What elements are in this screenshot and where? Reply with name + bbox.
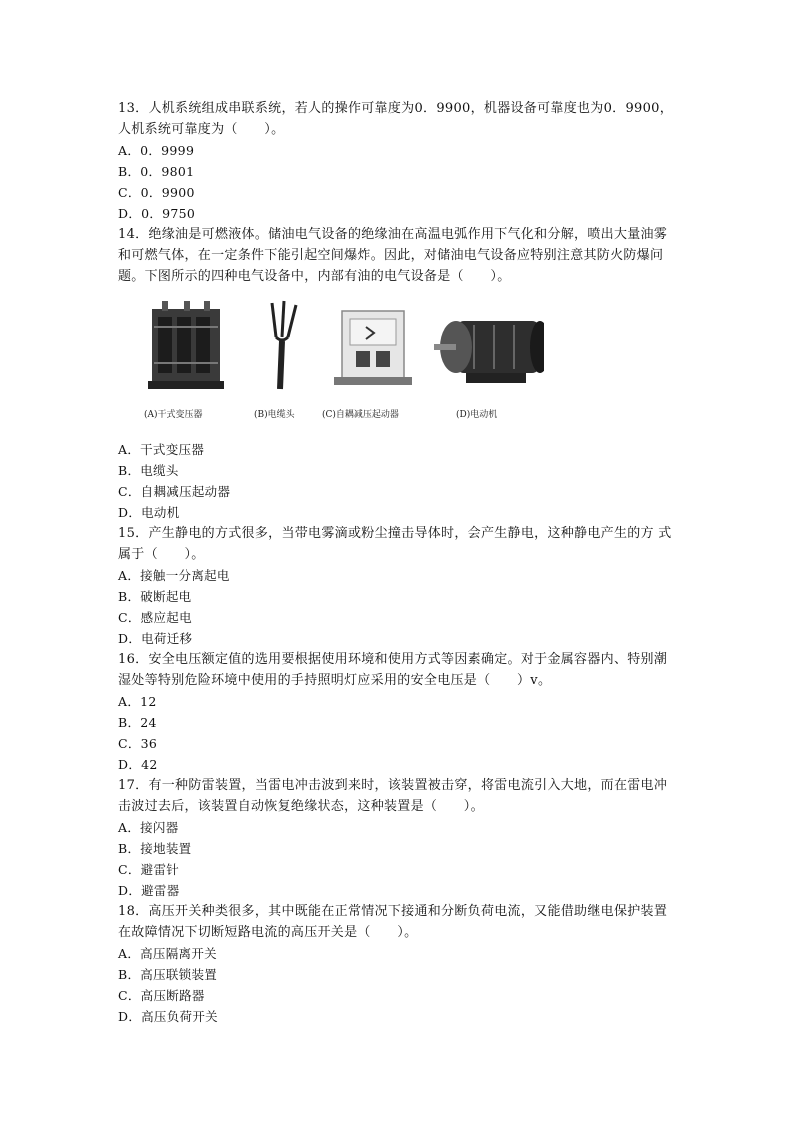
option-15-d: D．电荷迁移 (118, 631, 193, 646)
exam-page (118, 98, 678, 1027)
option-17-b: B．接地装置 (118, 841, 192, 856)
option-18-c: C．高压断路器 (118, 988, 205, 1003)
option-13-c: C．0．9900 (118, 185, 195, 200)
option-18-a: A．高压隔离开关 (118, 946, 217, 961)
question-13-stem: 13．人机系统组成串联系统，若人的操作可靠度为0．9900，机器设备可靠度也为0．9900，人机系统可靠度为（ ）。 (118, 101, 674, 137)
option-15-b: B．破断起电 (118, 589, 192, 604)
option-17-a: A．接闪器 (118, 820, 179, 835)
option-14-a: A．干式变压器 (118, 442, 205, 457)
caption-b: (B)电缆头 (254, 410, 295, 420)
option-14-c: C．自耦减压起动器 (118, 484, 231, 499)
question-14-stem: 14．绝缘油是可燃液体。储油电气设备的绝缘油在高温电弧作用下气化和分解，喷出大量油雾和可燃气体，在一定条件下能引起空间爆炸。因此，对储油电气设备应特别注意其防火防爆问题。下图所示的四种电气设备中，内部有油的电气设备是（ ）。 (118, 227, 668, 284)
option-15-c: C．感应起电 (118, 610, 192, 625)
option-17-d: D．避雷器 (118, 883, 180, 898)
caption-c: (C)自耦减压起动器 (322, 410, 399, 420)
dry-transformer-image (148, 301, 224, 389)
question-18-stem: 18．高压开关种类很多，其中既能在正常情况下接通和分断负荷电流，又能借助继电保护装置在故障情况下切断短路电流的高压开关是（ ）。 (118, 904, 668, 940)
option-18-b: B．高压联锁装置 (118, 967, 218, 982)
equipment-figure (144, 297, 544, 427)
option-16-a: A．12 (118, 694, 157, 709)
question-17-stem: 17．有一种防雷装置，当雷电冲击波到来时，该装置被击穿，将雷电流引入大地，而在雷电冲击波过去后，该装置自动恢复绝缘状态，这种装置是（ ）。 (118, 778, 668, 814)
question-15-stem: 15．产生静电的方式很多，当带电雾滴或粉尘撞击导体时，会产生静电，这种静电产生的方 式属于（ ）。 (118, 526, 672, 562)
option-16-c: C．36 (118, 736, 158, 751)
motor-image (434, 321, 544, 383)
caption-a: (A)干式变压器 (144, 410, 203, 420)
equipment-illustration (144, 297, 544, 405)
option-18-d: D．高压负荷开关 (118, 1009, 218, 1024)
option-16-b: B．24 (118, 715, 157, 730)
option-17-c: C．避雷针 (118, 862, 180, 877)
cable-head-image (272, 301, 296, 389)
question-16-stem: 16．安全电压额定值的选用要根据使用环境和使用方式等因素确定。对于金属容器内、特别潮湿处等特别危险环境中使用的手持照明灯应采用的安全电压是（ ）v。 (118, 652, 668, 688)
option-13-d: D．0．9750 (118, 206, 196, 221)
option-14-b: B．电缆头 (118, 463, 179, 478)
option-13-a: A．0．9999 (118, 143, 195, 158)
option-16-d: D．42 (118, 757, 158, 772)
option-14-d: D．电动机 (118, 505, 180, 520)
autotransformer-starter-image (334, 311, 412, 385)
option-15-a: A．接触一分离起电 (118, 568, 230, 583)
caption-d: (D)电动机 (456, 410, 498, 420)
option-13-b: B．0．9801 (118, 164, 195, 179)
